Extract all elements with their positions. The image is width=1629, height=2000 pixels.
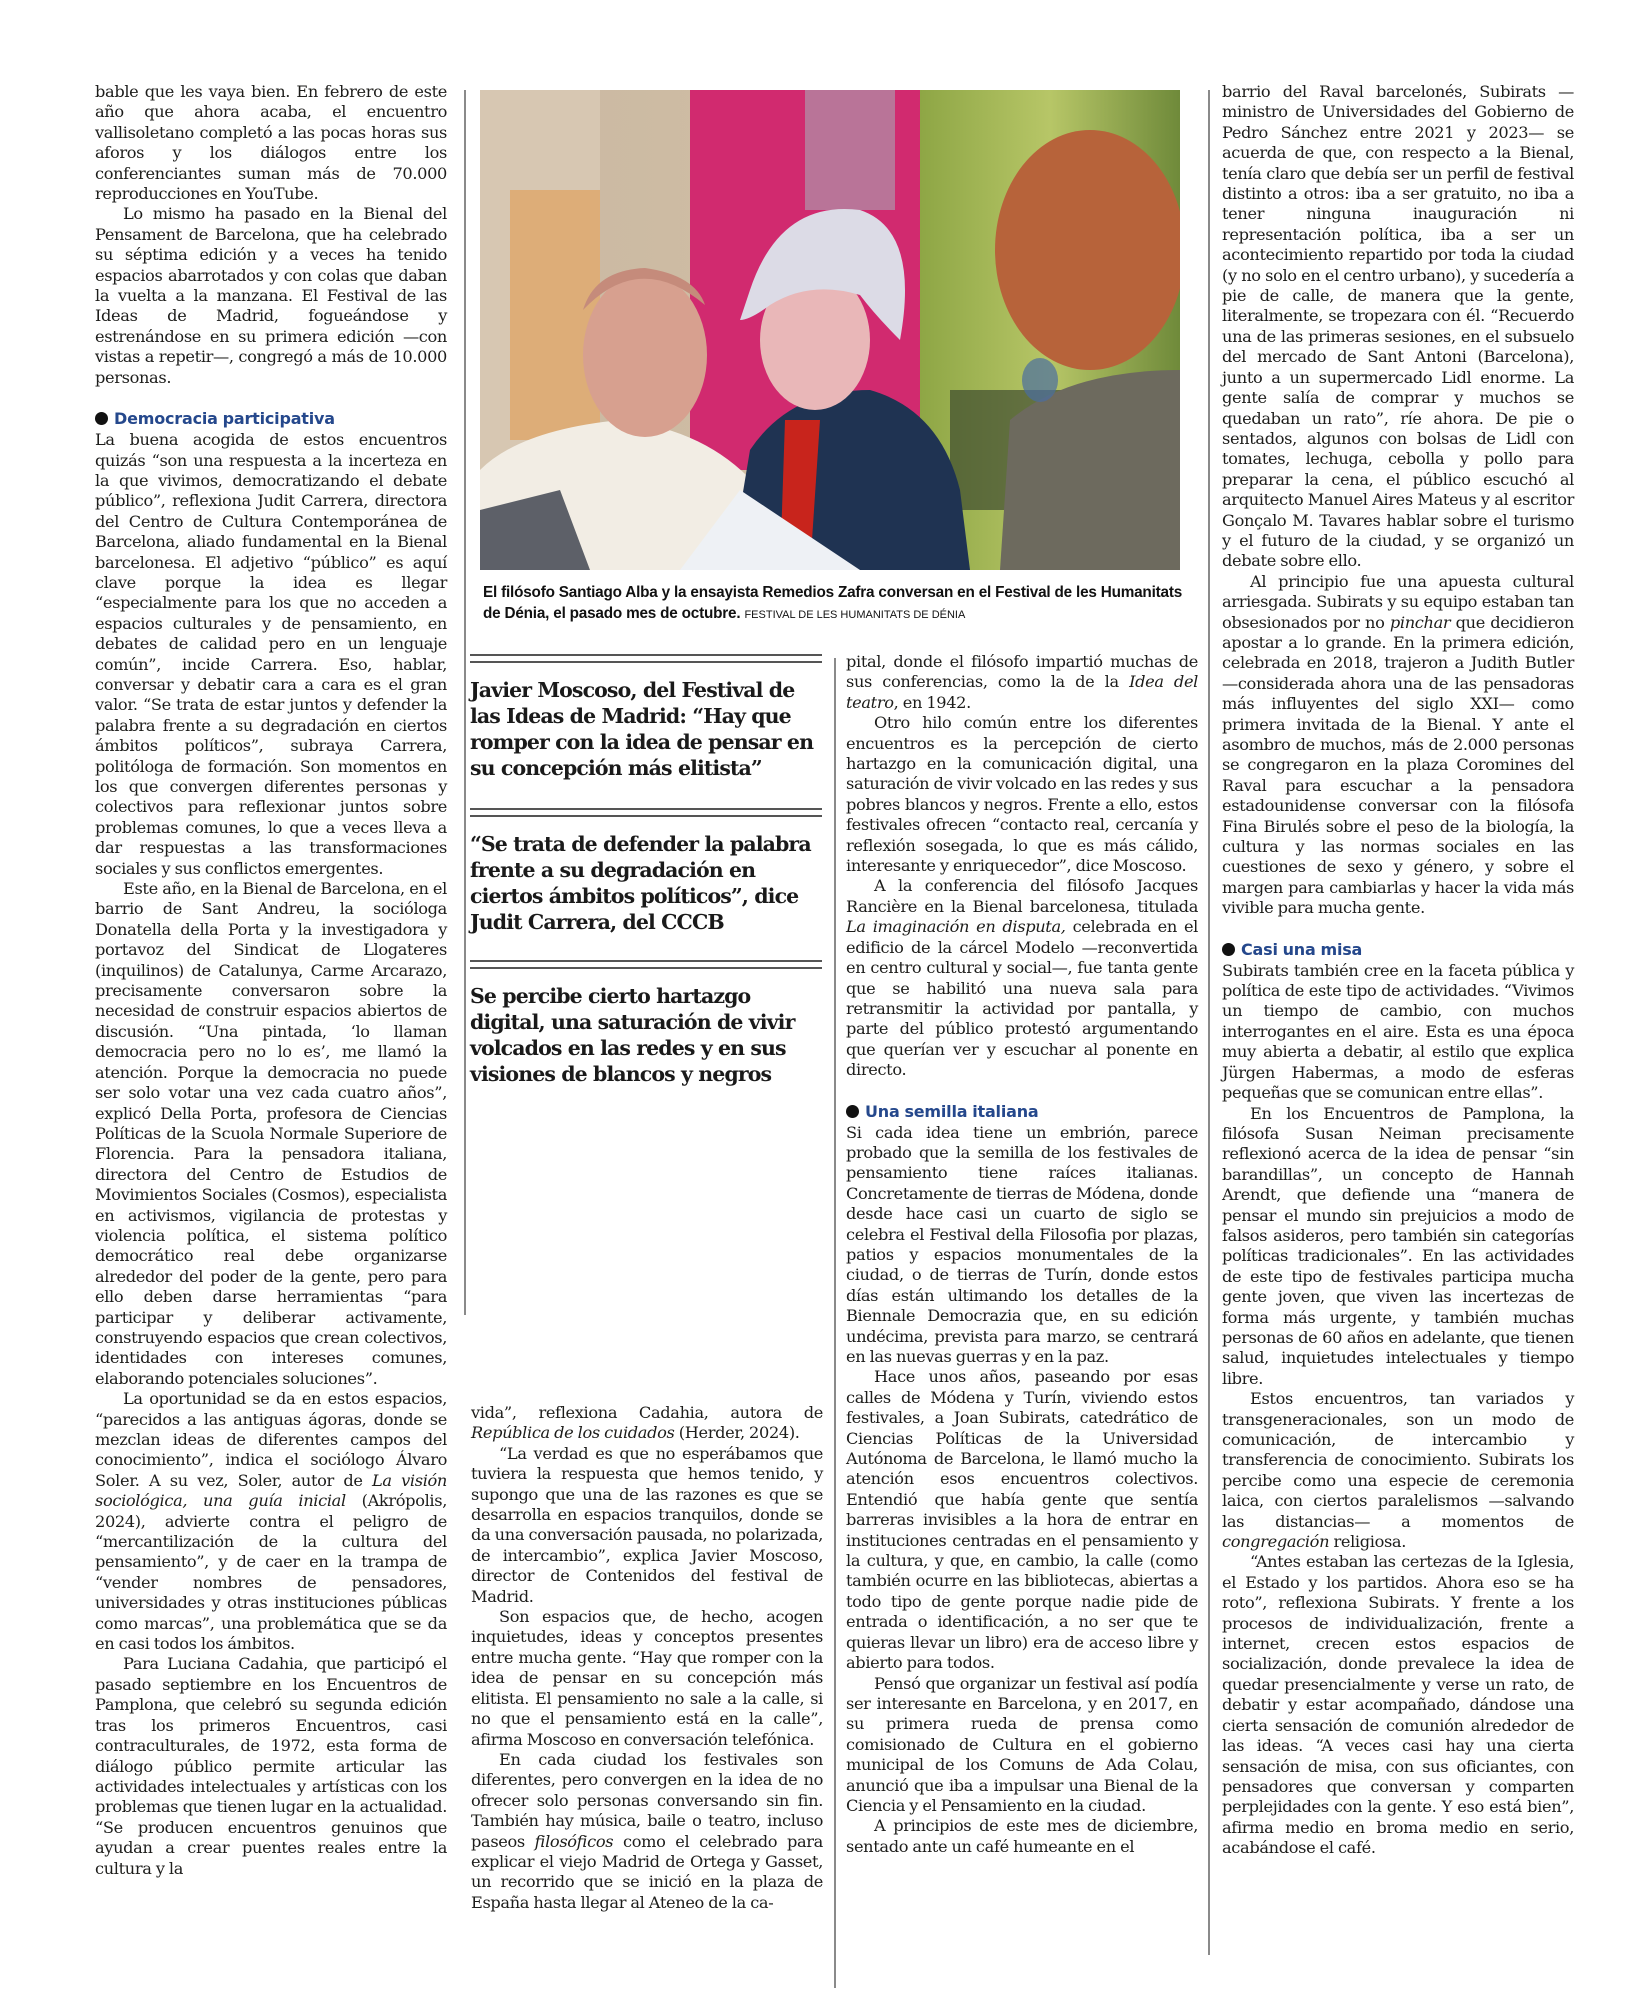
book-title: La visión sociológica, una guía inicial <box>95 1470 447 1511</box>
photo-caption <box>483 582 1188 626</box>
text-run: Al principio fue una apuesta cultural arriesgada. Subirats y su equipo estaban tan obsesionados por no <box>1222 571 1574 632</box>
text-run: vida”, reflexiona Cadahia, autora de <box>471 1403 823 1422</box>
paragraph: Pensó que organizar un festival así podía ser interesante en Barcelona, y en 2017, en su primera rueda de prensa como comisionado de Cultura en el gobierno municipal de los Comuns de Ada Colau, anunció que iba a impulsar una Bienal de la Ciencia y el Pensamiento en la ciudad. <box>846 1673 1198 1815</box>
paragraph: Hace unos años, paseando por esas calles de Módena y Turín, viviendo estos festivales, a Joan Subirats, catedrático de Ciencias Políticas de la Universidad Autónoma de Barcelona, le llamó mucho la atención esos encuentros colectivos. Entendió que había gente que sentía barreras invisibles a la hora de entrar en instituciones centradas en el pensamiento y la cultura, y que, en cambio, la calle (como también ocurre en las bibliotecas, abiertas a todo tipo de gente porque nadie pide de entrada o identificación, a no ser que te quieras llevar un libro) era de acceso libre y abierto para todos. <box>846 1367 1198 1673</box>
paragraph: Otro hilo común entre los diferentes encuentros es la percepción de cierto hartazgo en la comunicación digital, una saturación de vivir volcado en las redes y sus pobres blancos y negros. Frente a ello, estos festivales ofrecen “contacto real, cercanía y reflexión sosegada, lo que es más cálido, interesante y enriquecedor”, dice Moscoso. <box>846 713 1198 876</box>
paragraph: Lo mismo ha pasado en la Bienal del Pensament de Barcelona, que ha celebrado su séptima edición y a veces ha tenido espacios abarrotados y con colas que daban la vuelta a la manzana. El Festival de las Ideas de Madrid, fogueándose y estrenándose en su primera edición —con vistas a repetir—, congregó a más de 10.000 personas. <box>95 204 447 387</box>
paragraph: Subirats también cree en la faceta pública y política de este tipo de actividades. “Vivimos un tiempo de cambio, con muchos interrogantes en el aire. Esta es una época muy abierta a debatir, al estilo que explica Jürgen Habermas, a modo de esferas pequeñas que se comunican entre ellas”. <box>1222 960 1574 1103</box>
pull-quote-2 <box>470 808 822 935</box>
double-rule <box>470 960 822 969</box>
text-run: En cada ciudad los festivales son diferentes, pero convergen en la idea de no ofrecer solo personas conversando sin fin. También hay música, baile o teatro, incluso paseos <box>471 1749 823 1851</box>
article-column-4 <box>1222 82 1574 1859</box>
book-title: La imaginación en disputa, <box>846 917 1066 937</box>
text-run: (Akrópolis, 2024), advierte contra el peligro de “mercantilización de la cultura del pensamiento”, y de caer en la trampa de “vender nombres de pensadores, universidades y otras instituciones públicas como marcas”, una problemática que se da en casi todos los ámbitos. <box>95 1491 447 1654</box>
text-run: celebrada en el edificio de la cárcel Modelo —reconvertida en centro cultural y social—, fue tanta gente que se habilitó una nueva sala para retransmitir la actividad por pantalla, y parte del público protestó argumentando que querían ver y escuchar al ponente en directo. <box>846 917 1198 1080</box>
paragraph <box>471 1403 823 1444</box>
paragraph: A principios de este mes de diciembre, sentado ante un café humeante en el <box>846 1816 1198 1856</box>
pull-quote-3 <box>470 960 822 1087</box>
photo-illustration <box>480 90 1180 570</box>
double-rule <box>470 654 822 663</box>
paragraph <box>471 1750 823 1913</box>
pull-quote-text: Javier Moscoso, del Festival de las Ideas de Madrid: “Hay que romper con la idea de pensar en su concepción más elitista” <box>470 678 814 780</box>
paragraph: Para Luciana Cadahia, que participó el pasado septiembre en los Encuentros de Pamplona, que celebró su segunda edición tras los primeros Encuentros, casi contraculturales, de 1972, esta forma de diálogo público permite articular las actividades intelectuales y artísticas con los problemas que tienen lugar en la actualidad. “Se producen encuentros genuinos que ayudan a crear puentes reales entre la cultura y la <box>95 1654 447 1878</box>
paragraph: “Antes estaban las certezas de la Iglesia, el Estado y los partidos. Ahora eso se ha roto”, reflexiona Subirats. Y frente a los procesos de individualización, frente a internet, crecen estos espacios de socialización, donde prevalece la idea de quedar presencialmente y verse un rato, de debatir y estar acompañado, dándose una cierta sensación de comunión alrededor de las ideas. “A veces casi hay una cierta sensación de misa, con sus oficiantes, con pensadores que conversan y comparten perplejidades con la gente. Y eso está bien”, afirma medio en broma medio en serio, acabándose el café. <box>1222 1552 1574 1858</box>
text-run: pital, donde el filósofo impartió muchas de sus conferencias, como la de la <box>846 652 1198 692</box>
text-run: como el celebrado para explicar el viejo Madrid de Ortega y Gasset, un recorrido que se inició en la plaza de España hasta llegar al Ateneo de la ca- <box>471 1831 823 1912</box>
bullet-dot-icon <box>1222 943 1235 956</box>
pull-quote-text: Se percibe cierto hartazgo digital, una saturación de vivir volcados en las redes y en sus visiones de blancos y negros <box>470 984 795 1086</box>
bullet-dot-icon <box>95 412 108 425</box>
italic-term: congregación <box>1222 1532 1330 1552</box>
article-column-2 <box>471 1403 823 1913</box>
pull-quote-1 <box>470 654 822 781</box>
paragraph <box>846 876 1198 1080</box>
bullet-dot-icon <box>846 1105 859 1118</box>
double-rule <box>470 808 822 817</box>
text-run: Estos encuentros, tan variados y transgeneracionales, son un modo de comunicación, de intercambio y transferencia de conocimiento. Subirats los percibe como una especie de ceremonia laica, con ciertos paralelismos —salvando las distancias— a momentos de <box>1222 1389 1574 1531</box>
column-divider <box>834 658 836 1988</box>
subheading-text: Democracia participativa <box>114 409 335 429</box>
paragraph: barrio del Raval barcelonés, Subirats —ministro de Universidades del Gobierno de Pedro Sánchez entre 2021 y 2023— se acuerda de que, con respecto a la Bienal, tenía claro que debía ser un perfil de festival distinto a otros: iba a ser gratuito, no iba a tener ninguna inauguración ni representación política, iba a ser un acontecimiento repartido por toda la ciudad (y no solo en el centro urbano), y sucedería a pie de calle, de manera que la gente, literalmente, se tropezara con él. “Recuerdo una de las primeras sesiones, en el subsuelo del mercado de Sant Antoni (Barcelona), junto a un supermercado Lidl enorme. La gente salía de comprar y muchos se quedaban un rato”, ríe ahora. De pie o sentados, algunos con bolsas de Lidl con tomates, lechuga, cebolla y pollo para preparar la cena, el público escuchó al arquitecto Manuel Aires Mateus y al escritor Gonçalo M. Tavares hablar sobre el turismo y el futuro de la ciudad, y se organizó un debate sobre ello. <box>1222 82 1574 571</box>
italic-term: filosóficos <box>534 1831 614 1851</box>
article-column-3 <box>846 652 1198 1857</box>
paragraph: “La verdad es que no esperábamos que tuviera la respuesta que hemos tenido, y supongo que una de las razones es que se desarrolla en espacios tranquilos, donde se da una conversación pausada, no polarizada, de intercambio”, explica Javier Moscoso, director de Contenidos del festival de Madrid. <box>471 1443 823 1606</box>
paragraph: Son espacios que, de hecho, acogen inquietudes, ideas y conceptos presentes entre mucha gente. “Hay que romper con la idea de pensar en su concepción más elitista. El pensamiento no sale a la calle, si no que el pensamiento está en la calle”, afirma Moscoso en conversación telefónica. <box>471 1607 823 1749</box>
book-title: Idea del teatro <box>846 672 1199 712</box>
paragraph <box>1222 572 1574 919</box>
text-run: La oportunidad se da en estos espacios, “parecidos a las antiguas ágoras, donde se mezclan ideas de diferentes campos del conocimiento”, indica el sociólogo Álvaro Soler. A su vez, Soler, autor de <box>95 1389 447 1490</box>
subheading-semilla <box>846 1101 1198 1123</box>
subheading-democracia <box>95 408 447 430</box>
paragraph <box>846 652 1198 713</box>
photo-credit: FESTIVAL DE LES HUMANITATS DE DÉNIA <box>744 609 966 621</box>
pull-quote-text: “Se trata de defender la palabra frente a su degradación en ciertos ámbitos políticos”, dice Judit Carrera, del CCCB <box>470 832 811 934</box>
paragraph: bable que les vaya bien. En febrero de este año que ahora acaba, el encuentro vallisoletano completó a las pocas horas sus aforos y los diálogos entre los conferenciantes suman más de 70.000 reproducciones en YouTube. <box>95 82 447 204</box>
italic-term: pinchar <box>1389 612 1451 632</box>
subheading-text: Una semilla italiana <box>865 1101 1039 1121</box>
text-run: , en 1942. <box>893 692 971 712</box>
book-title: República de los cuidados <box>471 1423 675 1443</box>
text-run: que decidieron apostar a lo grande. En la primera edición, celebrada en 2018, trajeron a Judith Butler —considerada ahora una de las pensadoras más influyentes del siglo XXI— como primera invitada de la Bienal. Y ante el asombro de muchos, más de 2.000 personas se congregaron en la plaza Coromines del Raval para escuchar a la pensadora estadounidense conversar con la filósofa Fina Birulés sobre el peso de la biología, la cultura y las normas sociales en las cuestiones de sexo y género, y sobre el margen para cambiarlas y hacer la vida más vivible para mucha gente. <box>1222 612 1575 918</box>
paragraph: Este año, en la Bienal de Barcelona, en el barrio de Sant Andreu, la socióloga Donatella della Porta y la investigadora y portavoz del Sindicat de Llogateres (inquilinos) de Catalunya, Carme Arcarazo, precisamente conversaron sobre la necesidad de construir espacios abiertos de discusión. “Una pintada, ‘lo llaman democracia pero no lo es’, me llamó la atención. Porque la democracia no puede ser solo votar una vez cada cuatro años”, explicó Della Porta, profesora de Ciencias Políticas de la Scuola Normale Superiore de Florencia. Para la pensadora italiana, directora del Centro de Estudios de Movimientos Sociales (Cosmos), especialista en activismos, vigilancia de protestas y violencia política, el sistema político democrático real debe organizarse alrededor del poder de la gente, pero para ello deben darse herramientas “para participar y deliberar activamente, construyendo espacios que crean colectivos, identidades con intereses comunes, elaborando potenciales soluciones”. <box>95 879 447 1388</box>
paragraph <box>1222 1389 1574 1552</box>
article-photo <box>480 90 1180 570</box>
column-divider <box>464 90 466 1315</box>
article-column-1 <box>95 82 447 1879</box>
subheading-misa <box>1222 939 1574 961</box>
paragraph <box>95 1389 447 1654</box>
subheading-text: Casi una misa <box>1241 939 1363 959</box>
caption-text: El filósofo Santiago Alba y la ensayista Remedios Zafra conversan en el Festival de les Humanitats de Dénia, el pasado mes de octubre. <box>483 584 1183 622</box>
paragraph: La buena acogida de estos encuentros quizás “son una respuesta a la incerteza en la que vivimos, democratizando el debate público”, reflexiona Judit Carrera, directora del Centro de Cultura Contemporánea de Barcelona, aliado fundamental en la Bienal barcelonesa. El adjetivo “público” es aquí clave porque la idea es llegar “especialmente para los que no acceden a espacios culturales y de pensamiento, en debates de calidad pero en un lenguaje común”, incide Carrera. Eso, hablar, conversar y debatir cara a cara es el gran valor. “Se trata de estar juntos y defender la palabra frente a su degradación en ciertos ámbitos políticos”, subraya Carrera, politóloga de formación. Son momentos en los que convergen diferentes personas y colectivos para reflexionar juntos sobre problemas comunes, lo que a veces lleva a dar respuestas a las transformaciones sociales y sus conflictos emergentes. <box>95 430 447 878</box>
paragraph: Si cada idea tiene un embrión, parece probado que la semilla de los festivales de pensamiento tiene raíces italianas. Concretamente de tierras de Módena, donde desde hace casi un cuarto de siglo se celebra el Festival della Filosofia por plazas, patios y espacios monumentales de la ciudad, o de tierras de Turín, donde estos días están ultimando los detalles de la Biennale Democrazia que, en su edición undécima, prevista para marzo, se centrará en las nuevas guerras y en la paz. <box>846 1122 1198 1366</box>
column-divider <box>1208 90 1210 1955</box>
text-run: A la conferencia del filósofo Jacques Rancière en la Bienal barcelonesa, titulada <box>846 876 1198 916</box>
text-run: religiosa. <box>1329 1532 1407 1552</box>
text-run: (Herder, 2024). <box>674 1423 800 1443</box>
paragraph: En los Encuentros de Pamplona, la filósofa Susan Neiman precisamente reflexionó acerca de la idea de pensar “sin barandillas”, un concepto de Hannah Arendt, que defiende una “manera de pensar el mundo sin prejuicios a modo de falsos asideros, pero también sin categorías políticas tradicionales”. En las actividades de este tipo de festivales participa mucha gente joven, que viven las incertezas de forma más urgente, y también muchas personas de 60 años en adelante, que tienen salud, inquietudes intelectuales y tiempo libre. <box>1222 1103 1574 1388</box>
